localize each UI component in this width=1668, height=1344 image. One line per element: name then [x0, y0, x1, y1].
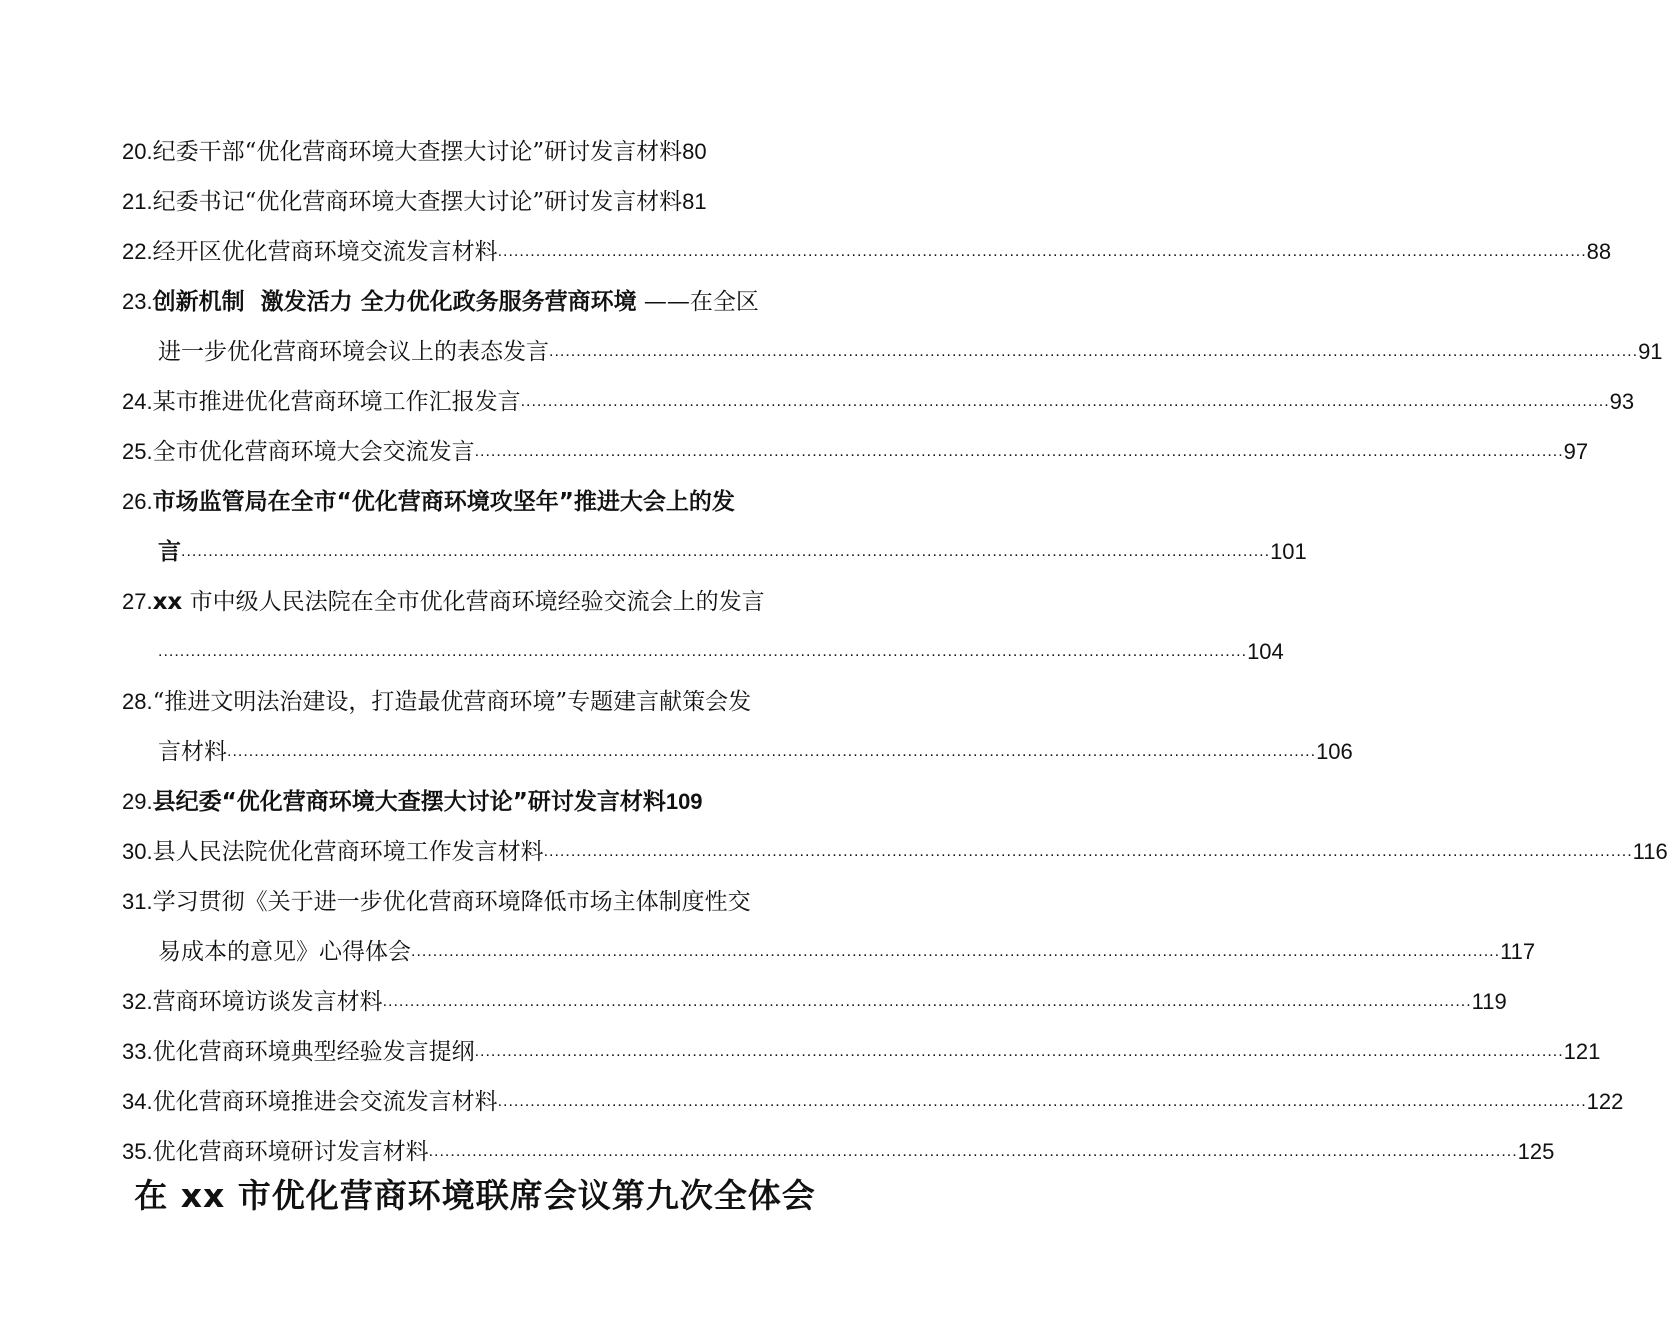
- toc-entry-line: [122, 577, 836, 627]
- toc-entry-title: 市场监管局在全市“优化营商环境攻坚年”推进大会上的发: [152, 489, 735, 515]
- toc-entry-page: 119: [1471, 989, 1507, 1014]
- dot-leader: ........................................................................................................................................................................................................: [428, 1143, 1518, 1160]
- toc-entry-number: 22.: [122, 239, 153, 264]
- toc-entry-line: [122, 877, 836, 927]
- toc-entry-title: xx: [152, 589, 183, 615]
- dot-leader: ........................................................................................................................................................................................................: [411, 943, 1501, 960]
- dot-leader: ........................................................................................................................................................................................................: [543, 843, 1633, 860]
- dot-leader: ........................................................................................................................................................................................................: [497, 243, 1587, 260]
- toc-entry-page: 125: [1517, 1139, 1555, 1164]
- toc-entry-line: [122, 477, 836, 527]
- toc-entry-page: 80: [682, 139, 707, 164]
- toc-entry-page: 81: [682, 189, 707, 214]
- toc-entry[interactable]: [122, 427, 1589, 477]
- toc-entry-title: 优化营商环境典型经验发言提纲: [152, 1039, 475, 1065]
- toc-entry-line: [122, 627, 1284, 677]
- toc-entry-number: 33.: [122, 1039, 153, 1064]
- toc-entry-page: 97: [1563, 439, 1589, 464]
- toc-entry[interactable]: [122, 577, 1284, 677]
- toc-entry[interactable]: [122, 227, 1612, 277]
- toc-entry-number: 21.: [122, 189, 153, 214]
- toc-entry[interactable]: [122, 127, 836, 177]
- toc-entry-title: 纪委书记“优化营商环境大查摆大讨论”研讨发言材料: [152, 189, 683, 215]
- toc-entry-line: [122, 227, 1612, 277]
- table-of-contents: [122, 127, 1668, 1177]
- toc-entry-number: 32.: [122, 989, 153, 1014]
- toc-entry[interactable]: [122, 677, 1353, 777]
- toc-entry-line: [122, 377, 1635, 427]
- toc-entry-page: 106: [1316, 739, 1353, 764]
- toc-entry-line: [122, 927, 1536, 977]
- toc-entry-line: [122, 327, 1663, 377]
- toc-entry-title: 易成本的意见》心得体会: [158, 939, 411, 965]
- toc-entry[interactable]: [122, 1077, 1624, 1127]
- toc-entry-page: 116: [1632, 839, 1668, 864]
- toc-entry-line: [122, 177, 836, 227]
- toc-entry-line: [122, 127, 836, 177]
- toc-entry-page: 122: [1586, 1089, 1624, 1114]
- toc-entry-number: 29.: [122, 789, 153, 814]
- dot-leader: ........................................................................................................................................................................................................: [549, 343, 1639, 360]
- toc-entry[interactable]: [122, 377, 1635, 427]
- toc-entry-title: 进一步优化营商环境会议上的表态发言: [158, 339, 549, 365]
- toc-entry-line: [122, 527, 1307, 577]
- toc-entry-title: 学习贯彻《关于进一步优化营商环境降低市场主体制度性交: [152, 889, 751, 915]
- toc-entry-title: 经开区优化营商环境交流发言材料: [152, 239, 498, 265]
- toc-entry[interactable]: [122, 977, 1507, 1027]
- toc-entry[interactable]: [122, 877, 1536, 977]
- toc-entry-line: [122, 977, 1507, 1027]
- toc-entry-title: 纪委干部“优化营商环境大查摆大讨论”研讨发言材料: [152, 139, 683, 165]
- toc-entry-title: 创新机制 激发活力 全力优化政务服务营商环境: [152, 289, 637, 315]
- toc-entry[interactable]: [122, 477, 1307, 577]
- toc-entry-title: 言: [158, 539, 181, 565]
- toc-entry-line: [122, 1027, 1601, 1077]
- toc-entry-page: 117: [1500, 939, 1536, 964]
- toc-entry-title: 全市优化营商环境大会交流发言: [152, 439, 475, 465]
- toc-entry-number: 24.: [122, 389, 153, 414]
- toc-entry-number: 30.: [122, 839, 153, 864]
- toc-entry-title: 县纪委“优化营商环境大查摆大讨论”研讨发言材料: [152, 789, 666, 815]
- toc-entry-line: [122, 777, 836, 827]
- toc-entry-title: 优化营商环境推进会交流发言材料: [152, 1089, 498, 1115]
- toc-entry-number: 28.: [122, 689, 153, 714]
- toc-entry-page: 91: [1638, 339, 1663, 364]
- toc-entry-page: 104: [1247, 639, 1284, 664]
- toc-entry-number: 23.: [122, 289, 153, 314]
- toc-entry-number: 31.: [122, 889, 153, 914]
- dot-leader: ........................................................................................................................................................................................................: [181, 543, 1271, 560]
- toc-entry[interactable]: [122, 777, 836, 827]
- toc-entry-number: 34.: [122, 1089, 153, 1114]
- toc-entry-line: [122, 1077, 1624, 1127]
- dot-leader: ........................................................................................................................................................................................................: [158, 643, 1248, 660]
- dot-leader: ........................................................................................................................................................................................................: [227, 743, 1317, 760]
- toc-entry-title: ——在全区: [636, 289, 759, 315]
- toc-entry-page: 101: [1270, 539, 1307, 564]
- dot-leader: ........................................................................................................................................................................................................: [520, 393, 1610, 410]
- toc-entry-number: 20.: [122, 139, 153, 164]
- toc-entry-page: 93: [1609, 389, 1635, 414]
- dot-leader: ........................................................................................................................................................................................................: [474, 443, 1564, 460]
- dot-leader: ........................................................................................................................................................................................................: [474, 1043, 1564, 1060]
- toc-entry-line: [122, 827, 1668, 877]
- toc-entry-line: [122, 427, 1589, 477]
- toc-entry[interactable]: [122, 177, 836, 227]
- dot-leader: ........................................................................................................................................................................................................: [497, 1093, 1587, 1110]
- toc-entry-number: 35.: [122, 1139, 153, 1164]
- toc-entry[interactable]: [122, 827, 1668, 877]
- toc-entry-title: 营商环境访谈发言材料: [152, 989, 383, 1015]
- toc-entry-page: 88: [1586, 239, 1612, 264]
- toc-entry-page: 121: [1563, 1039, 1601, 1064]
- toc-entry-number: 25.: [122, 439, 153, 464]
- toc-entry-title: 优化营商环境研讨发言材料: [152, 1139, 429, 1165]
- toc-entry-title: 某市推进优化营商环境工作汇报发言: [152, 389, 521, 415]
- toc-entry-title: “推进文明法治建设，打造最优营商环境”专题建言献策会发: [152, 689, 752, 715]
- toc-entry-title: 县人民法院优化营商环境工作发言材料: [152, 839, 544, 865]
- toc-entry[interactable]: [122, 277, 1663, 377]
- toc-entry-title: 市中级人民法院在全市优化营商环境经验交流会上的发言: [182, 589, 765, 615]
- toc-entry-line: [122, 277, 836, 327]
- toc-entry-line: [122, 677, 836, 727]
- toc-entry-number: 27.: [122, 589, 153, 614]
- toc-entry-title: 言材料: [158, 739, 227, 765]
- toc-entry-line: [122, 727, 1353, 777]
- toc-entry-number: 26.: [122, 489, 153, 514]
- toc-entry-page: 109: [665, 789, 703, 814]
- dot-leader: ........................................................................................................................................................................................................: [382, 993, 1472, 1010]
- toc-entry[interactable]: [122, 1027, 1601, 1077]
- section-heading: 在 xx 市优化营商环境联席会议第九次全体会: [134, 1176, 816, 1215]
